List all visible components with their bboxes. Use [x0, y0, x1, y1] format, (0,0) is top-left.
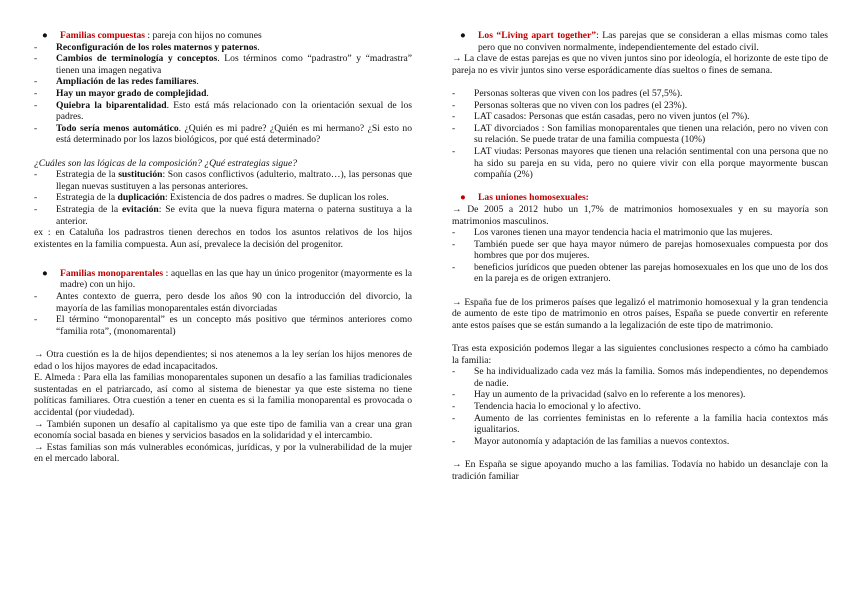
list-item: - También puede ser que haya mayor número de parejas homosexuales compuesta por dos hombres que por dos mujeres. — [452, 238, 828, 262]
list-item: - Hay un mayor grado de complejidad. — [34, 87, 209, 99]
list-item: - Reconfiguración de los roles maternos y paternos. — [34, 41, 260, 53]
compuestas-heading: ● Familias compuestas : pareja con hijos no comunes — [42, 30, 262, 41]
conclusiones-paragraph: Tras esta exposición podemos llegar a las siguientes conclusiones respecto a cómo ha cambiado la familia: — [452, 343, 828, 366]
bullet-dot: ● — [42, 267, 48, 279]
espana-paragraph: → España fue de los primeros países que legalizó el matrimonio homosexual y la gran tendencia de aumento de este tipo de matrimonio en otros países, España se puede convertir en referente ante estos países que se están sumando a la legalización de este tipo de matrimonio. — [452, 296, 828, 331]
homosexuales-heading: ● Las uniones homosexuales: — [460, 192, 589, 204]
list-item: - Aumento de las corrientes feministas en lo referente a la familia hacia contextos más igualitarios. — [452, 412, 828, 436]
almeda-paragraph: E. Almeda : Para ella las familias monoparentales suponen un desafío a las familias tradicionales sustentadas en el patriarcado, así como al sistema de bienestar ya que este sistema no tiene políticas familiares. Otra cuestión a tener en cuenta es si la familia monoparental es provocada o accidental (por viudedad). — [34, 372, 412, 418]
list-item: - LAT viudas: Personas mayores que tienen una relación sentimental con una persona que no ha sido su pareja en su vida, pero no quiere vivir con ella porque mayormente buscan compañía (2%) — [452, 145, 828, 181]
compuestas-list — [34, 42, 412, 146]
final-paragraph: → En España se sigue apoyando mucho a las familias. Todavía no habido un desanclaje con la tradición familiar — [452, 458, 828, 482]
list-item: - Cambios de terminología y conceptos. Los términos como “padrastro” y “madrastra” tienen una imagen negativa — [34, 53, 412, 76]
list-item: - beneficios jurídicos que pueden obtener las parejas homosexuales en los que uno de los dos en la pareja es de origen extranjero. — [452, 261, 828, 285]
list-item: - LAT divorciados : Son familias monoparentales que tienen una relación, pero no viven con su relación. Se puede tratar de una familia compuesta (10%) — [452, 122, 828, 146]
list-item: - Tendencia hacia lo emocional y lo afectivo. — [452, 401, 641, 412]
list-item: - Se ha individualizado cada vez más la familia. Somos más independientes, no dependemos de nadie. — [452, 366, 828, 389]
list-item: - LAT casados: Personas que están casadas, pero no viven juntos (el 7%). — [452, 111, 750, 123]
list-item: - Mayor autonomía y adaptación de las familias a nuevos contextos. — [452, 435, 730, 447]
bullet-dot: ● — [42, 30, 48, 41]
homosexuales-list — [452, 227, 828, 285]
bullet-dot: ● — [460, 30, 466, 41]
monoparentales-heading: ● Familias monoparentales : aquellas en las que hay un único progenitor (mayormente es la madre) con un hijo. — [42, 267, 412, 291]
list-item: - Personas solteras que viven con los padres (el 57,5%). — [452, 87, 683, 99]
list-item: - Personas solteras que no viven con los padres (el 23%). — [452, 99, 688, 111]
lat-list — [452, 88, 828, 181]
list-item: - Todo sería menos automático. ¿Quién es mi padre? ¿Quién es mi hermano? ¿Si esto no está determinado por los lazos biológicos, por qué está determinado? — [34, 122, 412, 146]
lat-clave-paragraph: → La clave de estas parejas es que no viven juntos sino por ideología, el horizonte de este tipo de pareja no es vivir juntos sino verse esporádicamente días sueltos o fines de semana. — [452, 53, 828, 76]
list-item: - Antes contexto de guerra, pero desde los años 90 con la introducción del divorcio, la mayoría de las familias monoparentales están divorciadas — [34, 291, 412, 314]
capitalismo-paragraph: → También suponen un desafío al capitalismo ya que este tipo de familia van a crear una gran economía social basada en bienes y servicios basados en la solidaridad y el intercambio. — [34, 418, 412, 442]
list-item: - Estrategia de la duplicación: Existencia de dos padres o madres. Se duplican los roles. — [34, 192, 389, 204]
list-item: - Ampliación de las redes familiares. — [34, 76, 199, 88]
conclusiones-list — [452, 366, 828, 447]
estrategias-list — [34, 169, 412, 227]
bullet-dot: ● — [460, 192, 466, 204]
hijos-paragraph: → Otra cuestión es la de hijos dependientes; si nos atenemos a la ley serían los hijos menores de edad o los hijos mayores de edad incapacitados. — [34, 349, 412, 372]
left-column — [34, 30, 412, 465]
lat-heading: ● Los “Living apart together”: Las parejas que se consideran a ellas mismas como tales pero que no conviven normalmente, independientemente del estado civil. — [460, 30, 828, 53]
example-paragraph: ex : en Cataluña los padrastros tienen derechos en todos los asuntos relativos de los hijos existentes en la familia compuesta. Aun así, prevalece la decisión del progenitor. — [34, 227, 412, 250]
homosexuales-paragraph: → De 2005 a 2012 hubo un 1,7% de matrimonios homosexuales y en su mayoría son matrimonios masculinos. — [452, 203, 828, 227]
list-item: - El término “monoparental” es un concepto más positivo que términos anteriores como “familia rota”, (monomarental) — [34, 314, 412, 337]
list-item: - Hay un aumento de la privacidad (salvo en lo referente a los menores). — [452, 389, 746, 401]
vulnerables-paragraph: → Estas familias son más vulnerables económicas, jurídicas, y por la vulnerabilidad de la mujer en el mercado laboral. — [34, 441, 412, 465]
monoparentales-list — [34, 291, 412, 337]
list-item: - Quiebra la biparentalidad. Esto está más relacionado con la orientación sexual de los padres. — [34, 99, 412, 123]
logicas-question: ¿Cuáles son las lógicas de la composición? ¿Qué estrategias sigue? — [34, 157, 298, 169]
list-item: - Estrategia de la sustitución: Son casos conflictivos (adulterio, maltrato…), las personas que llegan nuevas sustituyen a las personas anteriores. — [34, 169, 413, 192]
right-column — [452, 30, 828, 482]
list-item: - Estrategia de la evitación: Se evita que la nueva figura materna o paterna sustituya a la anterior. — [34, 203, 412, 227]
list-item: - Los varones tienen una mayor tendencia hacia el matrimonio que las mujeres. — [452, 227, 773, 239]
